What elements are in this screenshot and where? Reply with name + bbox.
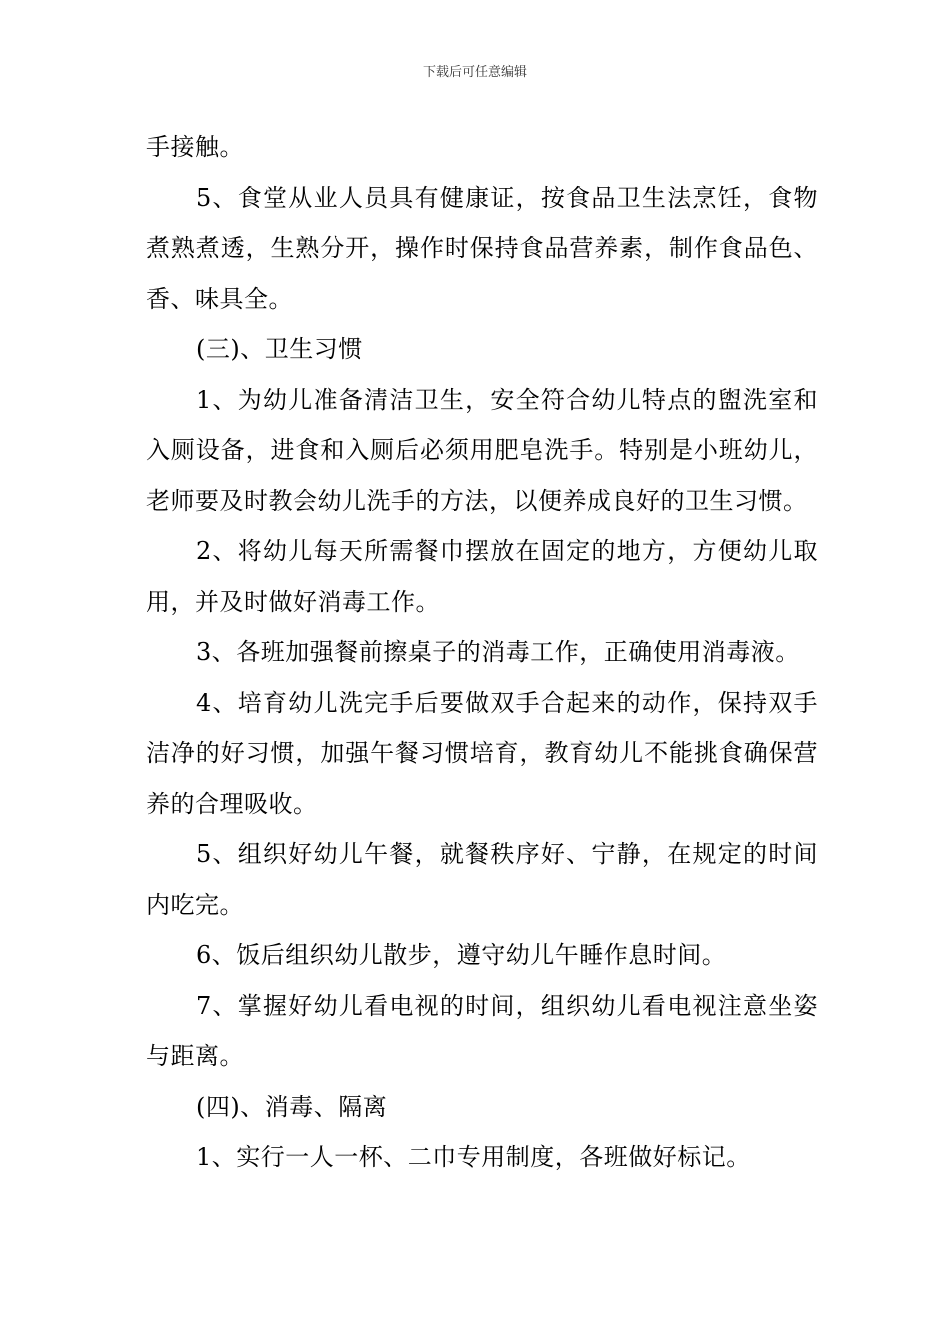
section-heading: (四)、消毒、隔离 <box>196 1092 388 1121</box>
paragraph: 4、培育幼儿洗完手后要做双手合起来的动作，保持双手洁净的好习惯，加强午餐习惯培育，教育幼儿不能挑食确保营养的合理吸收。 <box>146 688 818 818</box>
page-header: 下载后可任意编辑 <box>422 65 527 80</box>
section-heading: (三)、卫生习惯 <box>196 335 363 363</box>
document-body <box>146 122 818 1183</box>
paragraph: 2、将幼儿每天所需餐巾摆放在固定的地方，方便幼儿取用，并及时做好消毒工作。 <box>146 537 818 616</box>
paragraph: 5、食堂从业人员具有健康证，按食品卫生法烹饪，食物煮熟煮透，生熟分开，操作时保持食品营养素，制作食品色、香、味具全。 <box>146 183 818 313</box>
paragraph: 1、实行一人一杯、二巾专用制度，各班做好标记。 <box>196 1143 751 1171</box>
paragraph: 手接触。 <box>146 133 244 161</box>
paragraph: 5、组织好幼儿午餐，就餐秩序好、宁静，在规定的时间内吃完。 <box>146 840 818 919</box>
paragraph: 7、掌握好幼儿看电视的时间，组织幼儿看电视注意坐姿与距离。 <box>146 991 818 1070</box>
paragraph: 3、各班加强餐前擦桌子的消毒工作，正确使用消毒液。 <box>196 638 800 666</box>
paragraph: 1、为幼儿准备清洁卫生，安全符合幼儿特点的盥洗室和入厕设备，进食和入厕后必须用肥皂洗手。特别是小班幼儿，老师要及时教会幼儿洗手的方法，以便养成良好的卫生习惯。 <box>146 385 818 515</box>
paragraph: 6、饭后组织幼儿散步，遵守幼儿午睡作息时间。 <box>196 941 727 969</box>
